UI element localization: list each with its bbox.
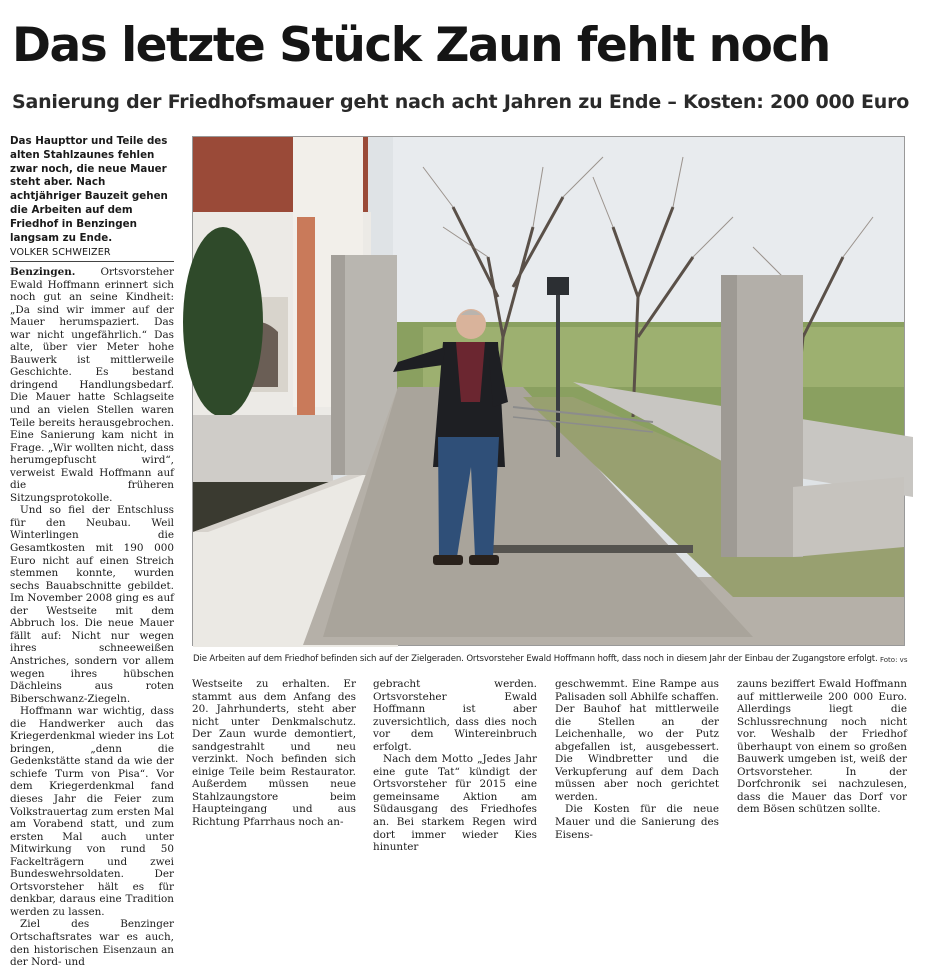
dateline: Benzingen. [10,266,76,278]
text-column-5 [737,678,907,816]
column-4-text-a: geschwemmt. Eine Rampe aus Palisaden soll Abhilfe schaffen. Der Bauhof hat mittlerweile die Stellen an der Leichenhalle, wo der Putz abgefallen ist, ausgebessert. Die Windbretter und die Verkupferung auf dem Dach müssen aber noch gerichtet werden. [555,678,719,803]
column-5-text: zauns beziffert Ewald Hoffmann auf mittlerweile 200 000 Euro. Allerdings liegt die Schlussrechnung noch nicht vor. Weshalb der Friedhof überhaupt von einem so großen Bauwerk umgeben ist, weiß der Ortsvorsteher. In der Dorfchronik sei nachzulesen, dass die Mauer das Dorf vor dem Bösen schützen sollte. [737,678,907,816]
column-2-text: Westseite zu erhalten. Er stammt aus dem Anfang des 20. Jahrhunderts, steht aber nicht unter Denkmalschutz. Der Zaun wurde demontiert, sandgestrahlt und neu verzinkt. Noch befinden sich einige Teile beim Restaurator. Außerdem müssen neue Stahlzaungstore beim Haupteingang und aus Richtung Pfarrhaus noch an- [192,678,356,829]
paragraph-1 [10,266,174,504]
text-column-4 [555,678,719,841]
paragraph-4: Ziel des Benzinger Ortschaftsrates war es auch, den historischen Eisenzaun an der Nord- und [10,918,174,969]
text-column-3 [373,678,537,854]
article-photo [192,136,905,646]
intro-teaser: Das Haupttor und Teile des alten Stahlzaunes fehlen zwar noch, die neue Mauer steht aber. Nach achtjähriger Bauzeit gehen die Arbeiten auf dem Friedhof in Benzingen langsam zu Ende. [10,135,168,244]
photo-credit: Foto: vs [880,656,908,664]
paragraph-1-text: Ortsvorsteher Ewald Hoffmann erinnert sich noch gut an seine Kindheit: „Da sind wir immer auf der Mauer herumspaziert. Das war nicht ungefährlich.“ Das alte, über vier Meter hohe Bauwerk ist mittlerweile Geschichte. Es bestand dringend Handlungsbedarf. Die Mauer hatte Schlagseite und an vielen Stellen waren Teile bereits herausgebrochen. Eine Sanierung kam nicht in Frage. „Wir wollten nicht, dass herumgepfuscht wird“, verweist Ewald Hoffmann auf die früheren Sitzungsprotokolle. [10,266,174,504]
column-4-text-b: Die Kosten für die neue Mauer und die Sanierung des Eisens- [555,803,719,841]
column-3-text-b: Nach dem Motto „Jedes Jahr eine gute Tat“ kündigt der Ortsvorsteher für 2015 eine gemeinsame Aktion am Südausgang des Friedhofes an. Bei starkem Regen wird dort immer wieder Kies hinunter [373,753,537,854]
text-column-2 [192,678,356,829]
subheadline: Sanierung der Friedhofsmauer geht nach acht Jahren zu Ende – Kosten: 200 000 Euro [12,91,910,113]
paragraph-3: Hoffmann war wichtig, dass die Handwerker auch das Kriegerdenkmal wieder ins Lot bringen, „denn die Gedenkstätte stand da wie der schiefe Turm von Pisa“. Vor dem Kriegerdenkmal fand dieses Jahr die Feier zum Volkstrauertag zum ersten Mal am Vorabend statt, und zum ersten Mal auch unter Mitwirkung von rund 50 Fackelträgern und zwei Bundeswehrsoldaten. Der Ortsvorsteher hält es für denkbar, daraus eine Tradition werden zu lassen. [10,705,174,918]
paragraph-2: Und so fiel der Entschluss für den Neubau. Weil Winterlingen die Gesamtkosten mit 190 000 Euro nicht auf einen Streich stemmen konnte, wurden sechs Bauabschnitte gebildet. Im November 2008 ging es auf der Westseite mit dem Abbruch los. Die neue Mauer fällt auf: Nicht nur wegen ihres schneeweißen Anstriches, sondern vor allem wegen ihres hübschen Dächleins aus roten Biberschwanz-Ziegeln. [10,504,174,705]
author-byline: VOLKER SCHWEIZER [10,247,174,262]
photo-caption: Die Arbeiten auf dem Friedhof befinden sich auf der Zielgeraden. Ortsvorsteher Ewald Hoffmann hofft, dass noch in diesem Jahr der Einbau der Zugangstore erfolgt. [193,654,878,664]
text-column-1 [10,266,174,969]
headline: Das letzte Stück Zaun fehlt noch [12,18,830,73]
column-3-text-a: gebracht werden. Ortsvorsteher Ewald Hoffmann ist aber zuversichtlich, dass dies noch vor dem Wintereinbruch erfolgt. [373,678,537,753]
